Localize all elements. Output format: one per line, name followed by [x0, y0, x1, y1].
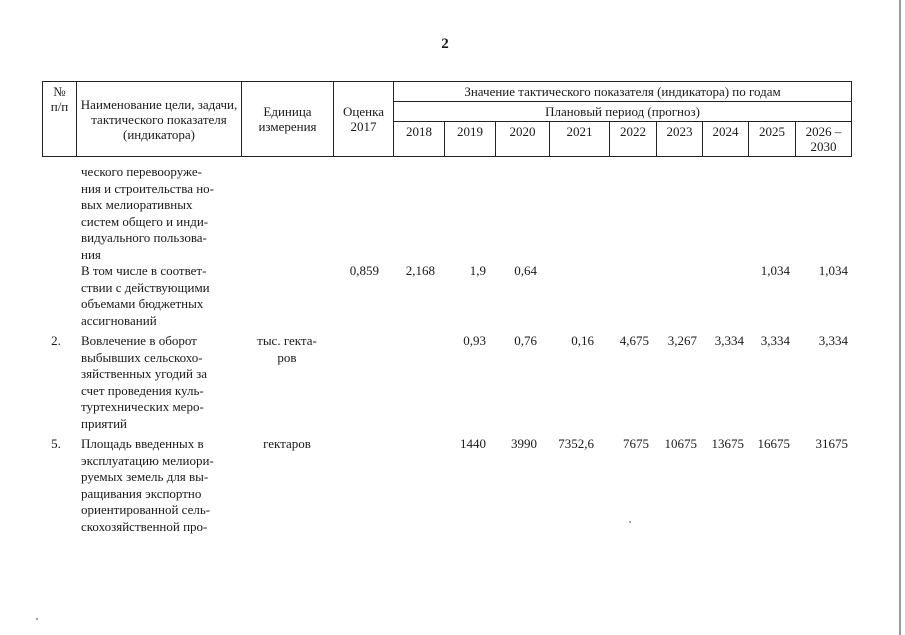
- row-value: 4,675: [619, 333, 649, 348]
- row-value: 0,16: [571, 333, 594, 348]
- row-name-line: ствии с действующими: [81, 279, 210, 295]
- scan-page-edge: [899, 0, 901, 635]
- row-name-line: вых мелиоративных: [81, 197, 193, 212]
- row-value: 1440: [460, 436, 486, 451]
- scan-speck: [36, 618, 38, 620]
- row-value: 3,267: [667, 333, 697, 348]
- header-year: 2026 – 2030: [796, 122, 852, 157]
- row-value: 31675: [815, 436, 848, 451]
- row-value: 3,334: [760, 333, 790, 348]
- row-value: 0,859: [349, 263, 379, 278]
- header-year: 2023: [657, 122, 703, 157]
- row-value: 0,76: [514, 333, 537, 348]
- row-value: 13675: [711, 436, 744, 451]
- row-value: 3990: [511, 436, 537, 451]
- row-value: 10675: [664, 436, 697, 451]
- row-name-line: ориентированной сель-: [81, 502, 211, 517]
- row-name-line: Площадь введенных в: [81, 436, 204, 451]
- row-name: [81, 263, 279, 329]
- header-year: 2022: [610, 122, 657, 157]
- header-year: 2019: [445, 122, 496, 157]
- header-values-title: Значение тактического показателя (индикатора) по годам: [394, 82, 852, 102]
- header-name: Наименование цели, задачи, тактического показателя (индикатора): [77, 82, 242, 157]
- row-value: 3,334: [818, 333, 848, 348]
- row-unit: тыс. гекта- ров: [257, 333, 317, 365]
- header-year: 2018: [394, 122, 445, 157]
- row-name-line: ния: [81, 246, 101, 262]
- row-value: 0,93: [463, 333, 486, 348]
- row-name: [81, 164, 279, 263]
- header-unit: Единица измерения: [242, 82, 334, 157]
- header-estimate: Оценка 2017: [334, 82, 394, 157]
- row-value: 7352,6: [558, 436, 594, 451]
- row-name-line: В том числе в соответ-: [81, 263, 207, 278]
- row-unit: гектаров: [263, 436, 311, 451]
- row-name-line: видуального пользова-: [81, 230, 207, 245]
- row-name-line: туртехнических меро-: [81, 399, 204, 414]
- row-value: 3,334: [714, 333, 744, 348]
- row-name-line: Вовлечение в оборот: [81, 333, 197, 348]
- row-name-line: руемых земель для вы-: [81, 469, 209, 484]
- row-value: 1,034: [760, 263, 790, 278]
- header-year: 2024: [703, 122, 749, 157]
- row-name-line: счет проведения куль-: [81, 382, 204, 398]
- row-name-line: ращивания экспортно: [81, 485, 202, 501]
- row-name-line: эксплуатацию мелиори-: [81, 452, 214, 468]
- header-year: 2025: [749, 122, 796, 157]
- page-number: 2: [441, 36, 449, 52]
- row-name-line: выбывших сельскохо-: [81, 349, 203, 365]
- row-value: 1,034: [818, 263, 848, 278]
- row-value: 7675: [623, 436, 649, 451]
- row-name-line: ческого перевооруже-: [81, 164, 202, 179]
- row-name-line: ассигнований: [81, 312, 157, 328]
- header-num: № п/п: [43, 82, 77, 157]
- scan-speck: [629, 521, 631, 523]
- row-name-line: скохозяйственной про-: [81, 518, 208, 534]
- row-name-line: приятий: [81, 415, 127, 431]
- row-name-line: систем общего и инди-: [81, 213, 209, 229]
- row-number: 5.: [51, 436, 61, 451]
- header-plan-title: Плановый период (прогноз): [394, 102, 852, 122]
- row-number: 2.: [51, 333, 61, 348]
- row-value: 16675: [757, 436, 790, 451]
- row-value: 0,64: [514, 263, 537, 278]
- header-table: [42, 81, 852, 157]
- row-name-line: зяйственных угодий за: [81, 366, 208, 381]
- row-value: 2,168: [405, 263, 435, 278]
- header-year: 2020: [496, 122, 550, 157]
- row-name-line: объемами бюджетных: [81, 296, 204, 311]
- header-year: 2021: [550, 122, 610, 157]
- row-value: 1,9: [469, 263, 486, 278]
- row-name-line: ния и строительства но-: [81, 180, 215, 196]
